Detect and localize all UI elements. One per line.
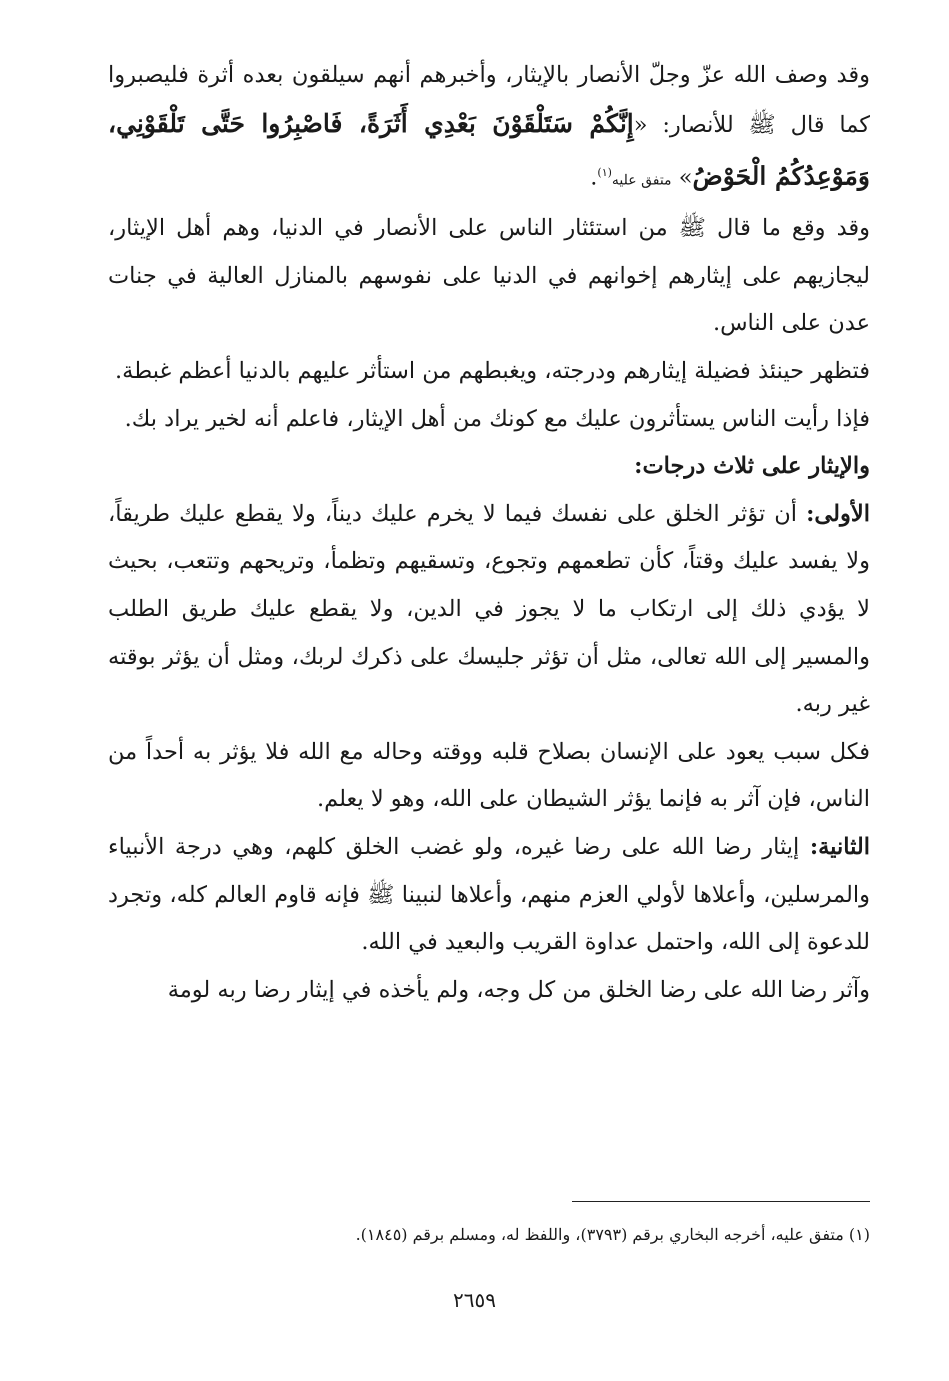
footnote: (١) متفق عليه، أخرجه البخاري برقم (٣٧٩٣)، واللفظ له، ومسلم برقم (١٨٤٥). [355,1225,870,1244]
main-text [108,52,870,1014]
paragraph-first-degree [108,491,870,729]
paragraph-fadilah: فتظهر حينئذ فضيلة إيثارهم ودرجته، ويغبطهم من استأثر عليهم بالدنيا أعظم غبطة. [115,358,870,385]
paragraph-intro: وقد وصف الله عزّ وجلّ الأنصار بالإيثار، وأخبرهم أنهم سيلقون بعده أثرة فليصبروا كما قال ﷺ للأنصار: « [108,62,870,138]
footnote-marker: (١) [597,166,612,180]
page-number: ٢٦٥٩ [453,1288,496,1312]
second-degree-label: الثانية: [809,834,870,860]
paragraph-athar-rida: وآثر رضا الله على رضا الخلق من كل وجه، ولم يأخذه في إيثار رضا ربه لومة [167,976,870,1003]
first-degree-text: أن تؤثر الخلق على نفسك فيما لا يخرم عليك ديناً، ولا يقطع عليك طريقاً، ولا يفسد عليك وقتاً، كأن تطعمهم وتجوع، وتسقيهم وتظمأ، وتريحهم وتتعب، بحيث لا يؤدي ذلك إلى ارتكاب ما لا يجوز في الدين، ولا يقطع عليك طريق الطلب والمسير إلى الله تعالى، مثل أن تؤثر جليسك على ذكرك لربك، ومثل أن يؤثر بوقته غير ربه. [108,500,870,718]
paragraph-second-degree [108,824,870,967]
first-degree-label: الأولى: [806,500,870,527]
hadith-source-note: متفق عليه [611,172,672,189]
footnote-divider [572,1201,870,1202]
hadith-quote: إِنَّكُمْ سَتَلْقَوْنَ بَعْدِي أَثَرَةً، فَاصْبِرُوا حَتَّى تَلْقَوْنِي، وَمَوْعِدُكُمُ الْحَوْضُ [108,108,870,191]
paragraph-khayr: فإذا رأيت الناس يستأثرون عليك مع كونك من أهل الإيثار، فاعلم أنه لخير يراد بك. [124,405,870,432]
second-degree-text: إيثار رضا الله على رضا غيره، ولو غضب الخلق كلهم، وهي درجة الأنبياء والمرسلين، وأعلاها لأولي العزم منهم، وأعلاها لنبينا ﷺ فإنه قاوم العالم كله، وتجرد للدعوة إلى الله، واحتمل عداوة القريب والبعيد في الله. [108,834,870,956]
quote-close: » [671,164,693,191]
section-heading-degrees: والإيثار على ثلاث درجات: [634,453,870,480]
paragraph-istithar: وقد وقع ما قال ﷺ من استئثار الناس على الأنصار في الدنيا، وهم أهل الإيثار، ليجازيهم على إيثارهم إخوانهم في الدنيا على نفوسهم بالمنازل العالية في جنات عدن على الناس. [108,215,870,337]
paragraph-ansar-hadith [108,52,870,205]
paragraph-end: . [590,164,598,191]
paragraph-sabab: فكل سبب يعود على الإنسان بصلاح قلبه ووقته وحاله مع الله فلا يؤثر به أحداً من الناس، فإن آثر به فإنما يؤثر الشيطان على الله، وهو لا يعلم. [108,738,870,813]
